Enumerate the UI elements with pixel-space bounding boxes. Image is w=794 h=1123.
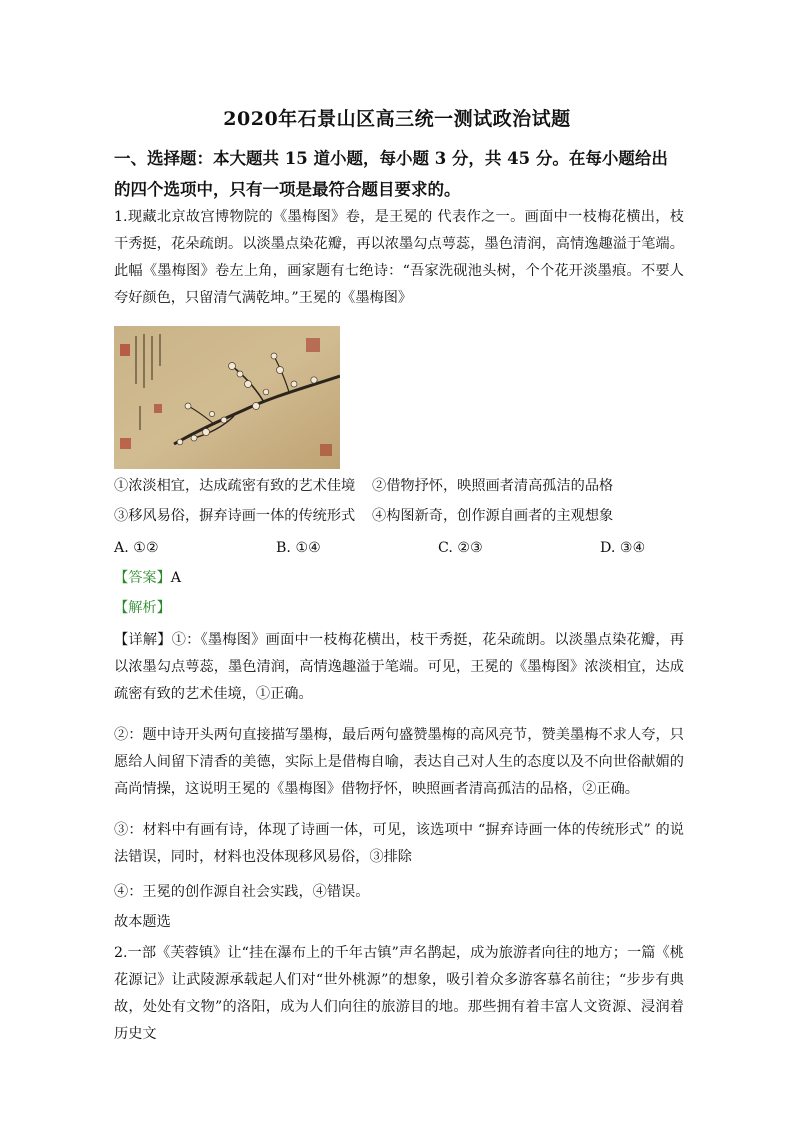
detail-paragraph-2: ②：题中诗开头两句直接描写墨梅，最后两句盛赞墨梅的高风亮节，赞美墨梅不求人夸，只愿给人间留下清香的美德，实际上是借梅自喻，表达自己对人生的态度以及不向世俗献媚的高尚情操，这说明王冕的《墨梅图》借物抒怀，映照画者清高孤洁的品格，②正确。	[114, 727, 684, 797]
choice-d: D. ③④	[600, 540, 646, 556]
section-heading: 一、选择题：本大题共 15 道小题，每小题 3 分，共 45 分。在每小题给出的四个选项中，只有一项是最符合题目要求的。	[114, 149, 668, 199]
detail-tag: 【详解】	[114, 632, 172, 648]
answer-line	[114, 565, 684, 592]
statement-2: ②借物抒怀，映照画者清高孤洁的品格	[372, 478, 614, 494]
question-2-stem: 2.一部《芙蓉镇》让“挂在瀑布上的千年古镇”声名鹊起，成为旅游者向往的地方；一篇《桃花源记》让武陵源承载起人们对“世外桃源”的想象，吸引着众多游客慕名前往；“步步有典故，处处有文物”的洛阳，成为人们向往的旅游目的地。那些拥有着丰富人文资源、浸润着历史文	[114, 945, 684, 1042]
answer-value: A	[170, 570, 182, 586]
detail-paragraph-1	[114, 627, 684, 708]
painting-image-icon	[114, 326, 340, 469]
analysis-line	[114, 595, 684, 622]
question-1-stem: 1.现藏北京故宫博物院的《墨梅图》卷，是王冕的 代表作之一。画面中一枝梅花横出，枝干秀挺，花朵疏朗。以淡墨点染花瓣，再以浓墨勾点萼蕊，墨色清润，高情逸趣溢于笔端。此幅《墨梅图》卷左上角，画家题有七绝诗：“吾家洗砚池头树，个个花开淡墨痕。不要人夸好颜色，只留清气满乾坤。”王冕的《墨梅图》	[114, 209, 684, 306]
choice-b: B. ①④	[276, 540, 321, 556]
answer-tag: 【答案】	[114, 570, 171, 586]
detail-paragraph-4: ④：王冕的创作源自社会实践，④错误。	[114, 884, 370, 900]
choice-a: A. ①②	[114, 540, 159, 556]
page-title: 2020年石景山区高三统一测试政治试题	[223, 108, 571, 130]
plum-blossom-painting	[114, 326, 340, 469]
analysis-tag: 【解析】	[114, 600, 171, 616]
statement-4: ④构图新奇，创作源自画者的主观想象	[372, 508, 614, 524]
detail-1-text: ①：《墨梅图》画面中一枝梅花横出，枝干秀挺，花朵疏朗。以淡墨点染花瓣，再以浓墨勾点萼蕊，墨色清润，高情逸趣溢于笔端。可见，王冕的《墨梅图》浓淡相宜，达成疏密有致的艺术佳境，①正确。	[114, 632, 684, 702]
detail-paragraph-3: ③：材料中有画有诗，体现了诗画一体，可见，该选项中 “摒弃诗画一体的传统形式” 的说法错误，同时，材料也没体现移风易俗，③排除	[114, 822, 684, 865]
statement-3: ③移风易俗，摒弃诗画一体的传统形式	[114, 508, 356, 524]
statement-1: ①浓淡相宜，达成疏密有致的艺术佳境	[114, 478, 356, 494]
conclusion-line: 故本题选	[114, 914, 171, 930]
choice-c: C. ②③	[438, 540, 483, 556]
